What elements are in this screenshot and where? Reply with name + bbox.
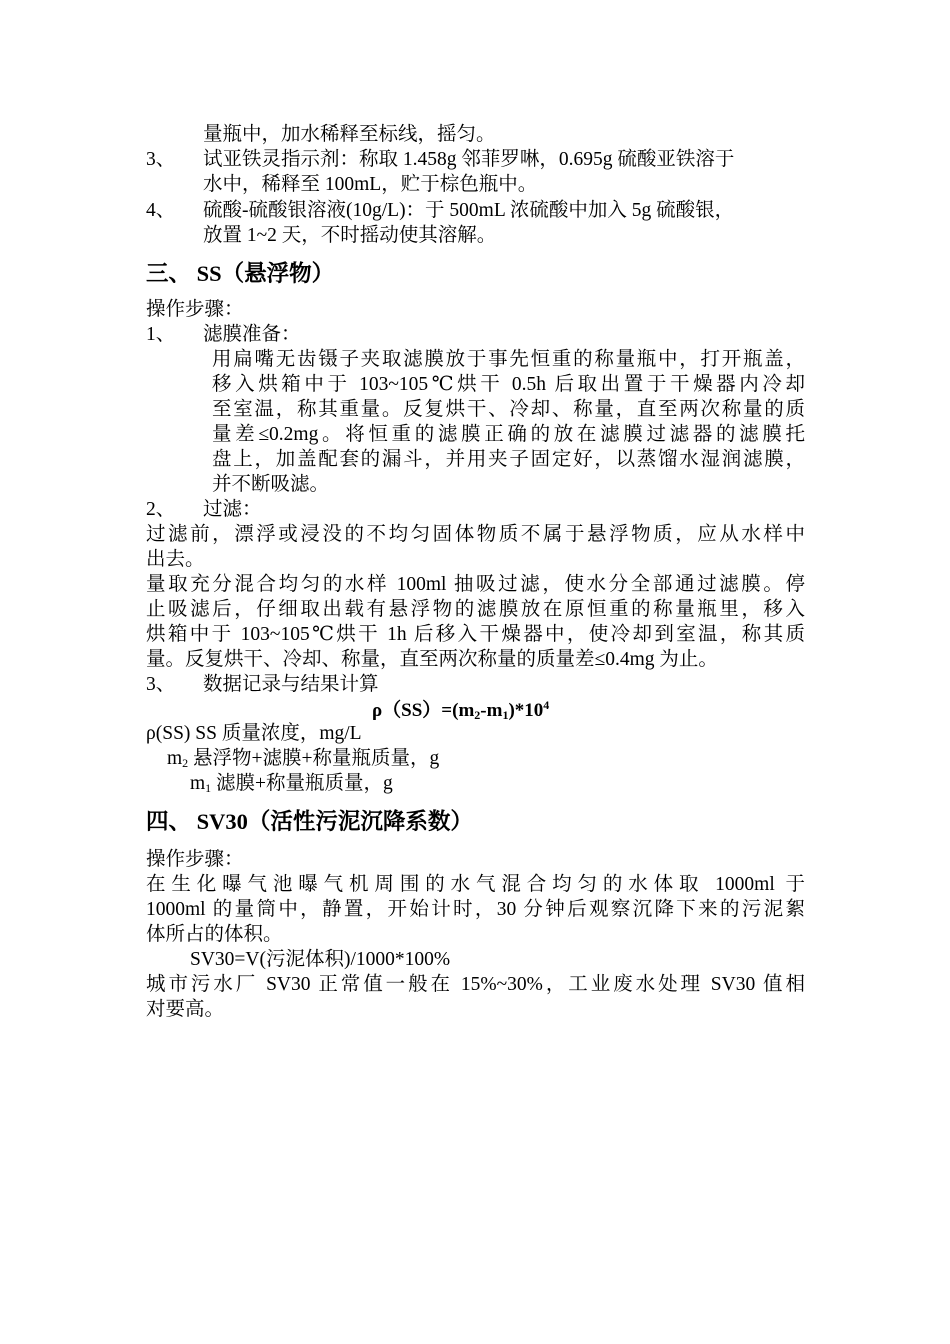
m2-definition: $m_2$ 悬浮物+滤膜+称量瓶质量，g [167,748,440,770]
section-4-paragraph-2-line: 城市污水厂 SV30 正常值一般在 15%~30%，工业废水处理 SV30 值相 [146,974,805,995]
sv30-formula: SV30=V(污泥体积)/1000*100% [190,949,451,970]
reagent-item-3-line-2: 水中，稀释至 100mL，贮于棕色瓶中。 [203,174,538,195]
step-2-paragraph-2-line: 烘箱中于 103~105℃烘干 1h 后移入干燥器中，使冷却到室温，称其质 [146,624,805,645]
step-1-text-line: 移入烘箱中于 103~105℃烘干 0.5h 后取出置于干燥器内冷却 [212,374,805,395]
section-4-paragraph-1-line: 在生化曝气池曝气机周围的水气混合均匀的水体取 1000ml 于 [146,874,805,895]
step-1-text-line: 至室温，称其重量。反复烘干、冷却、称量，直至两次称量的质 [212,399,805,420]
section-4-heading: 四、 SV30（活性污泥沉降系数） [146,809,473,834]
step-3-number: 3、 [146,674,176,695]
reagent-item-4-line-2: 放置 1~2 天，不时摇动使其溶解。 [203,225,497,246]
step-2-title: 过滤： [203,499,262,520]
section-3-steps-label: 操作步骤： [146,299,244,320]
step-1-number: 1、 [146,324,176,345]
m1-definition: $m_1$ 滤膜+称量瓶质量，g [190,773,393,795]
step-2-paragraph-2-line: 量。反复烘干、冷却、称量，直至两次称量的质量差≤0.4mg 为止。 [146,649,718,670]
step-2-paragraph-1-line: 过滤前，漂浮或浸没的不均匀固体物质不属于悬浮物质，应从水样中 [146,524,805,545]
reagent-item-4-number: 4、 [146,200,176,221]
step-1-text-line: 用扁嘴无齿镊子夹取滤膜放于事先恒重的称量瓶中，打开瓶盖， [212,349,805,370]
reagent-continuation-line: 量瓶中，加水稀释至标线，摇匀。 [203,124,496,145]
reagent-item-3-number: 3、 [146,149,176,170]
step-1-text-line: 量差≤0.2mg。将恒重的滤膜正确的放在滤膜过滤器的滤膜托 [212,424,805,445]
step-1-text-line: 盘上，加盖配套的漏斗，并用夹子固定好，以蒸馏水湿润滤膜， [212,449,805,470]
section-4-paragraph-1-line: 体所占的体积。 [146,924,283,945]
step-2-paragraph-2-line: 止吸滤后，仔细取出载有悬浮物的滤膜放在原恒重的称量瓶里，移入 [146,599,805,620]
section-4-steps-label: 操作步骤： [146,849,244,870]
step-1-text-line: 并不断吸滤。 [212,474,330,495]
section-4-paragraph-1-line: 1000ml 的量筒中，静置，开始计时，30 分钟后观察沉降下来的污泥絮 [146,899,805,920]
step-2-paragraph-2-line: 量取充分混合均匀的水样 100ml 抽吸过滤，使水分全部通过滤膜。停 [146,574,805,595]
section-4-paragraph-2-line: 对要高。 [146,999,225,1020]
step-3-title: 数据记录与结果计算 [203,674,379,695]
section-3-heading: 三、 SS（悬浮物） [146,261,335,286]
reagent-item-3-line-1: 试亚铁灵指示剂：称取 1.458g 邻菲罗啉，0.695g 硫酸亚铁溶于 [203,149,735,170]
ss-formula: $\rho(SS)=(m_2-m_1)*10^4$ [372,698,550,722]
step-2-paragraph-1-line: 出去。 [146,549,205,570]
reagent-item-4-line-1: 硫酸-硫酸银溶液(10g/L)：于 500mL 浓硫酸中加入 5g 硫酸银， [203,200,735,221]
rho-definition: ρ(SS) SS 质量浓度，mg/L [146,723,362,744]
step-1-title: 滤膜准备： [203,324,301,345]
step-2-number: 2、 [146,499,176,520]
